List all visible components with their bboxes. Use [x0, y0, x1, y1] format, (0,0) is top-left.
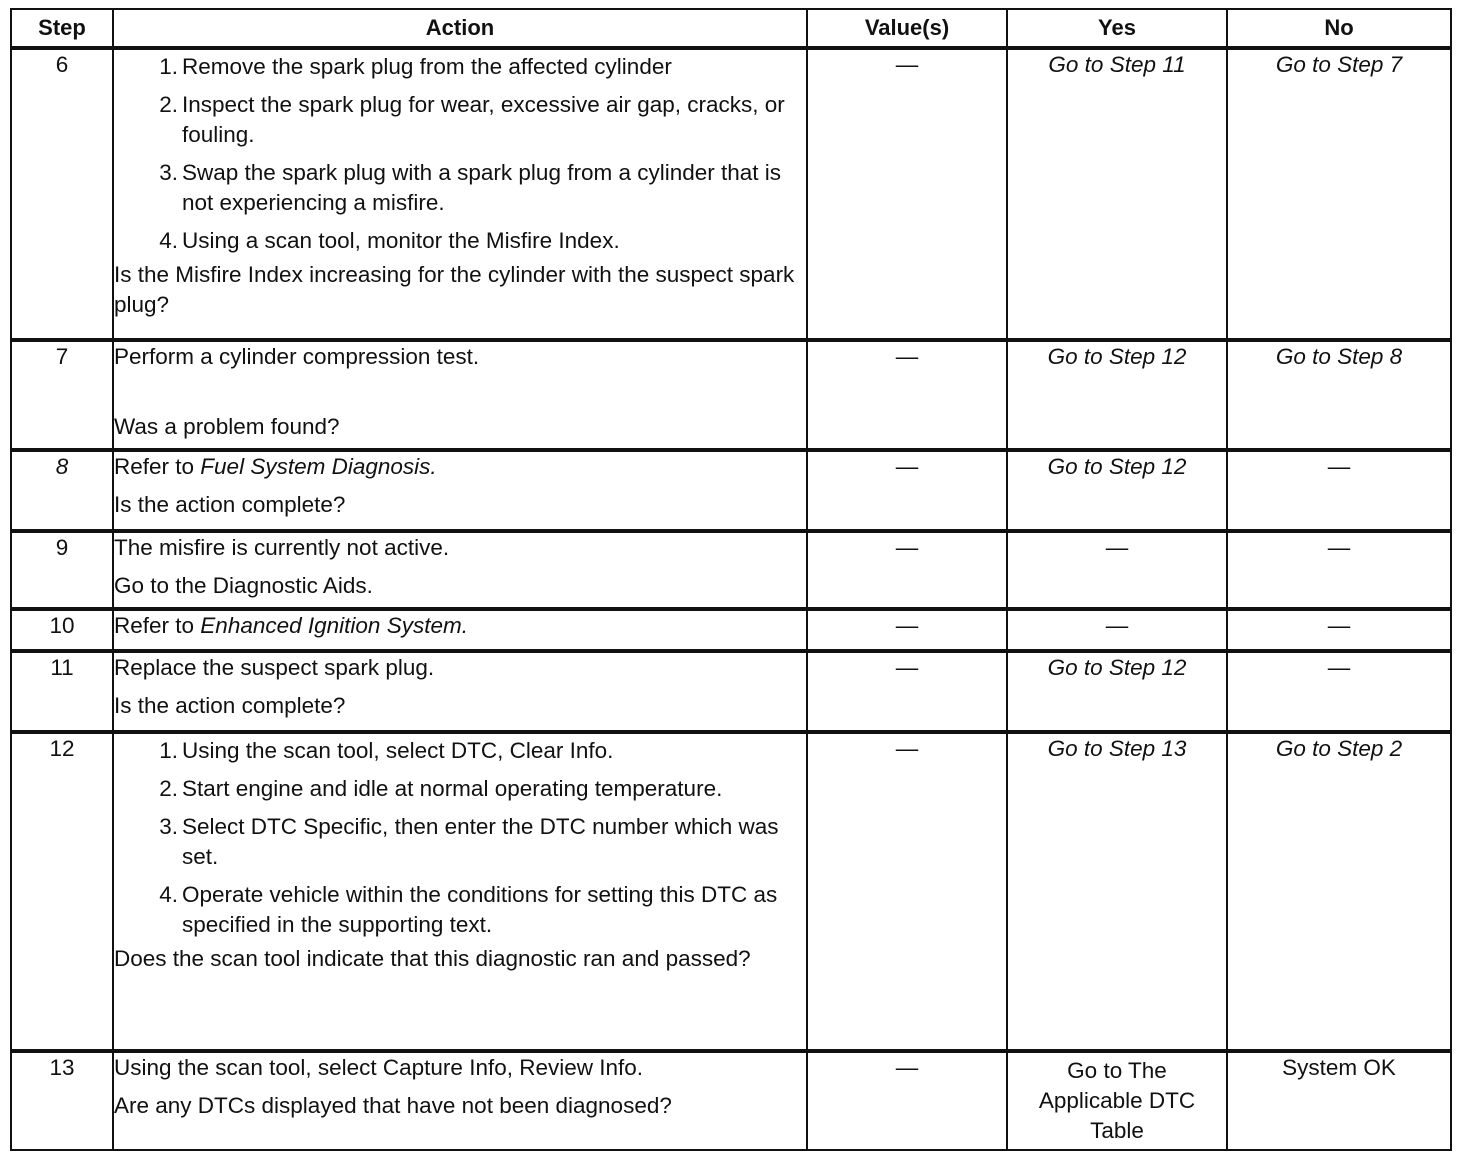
spacer [114, 482, 806, 490]
action-cell [113, 651, 807, 731]
table-row-step-6 [11, 48, 1451, 340]
diagnostic-table [10, 8, 1452, 1151]
no-cell: Go to Step 2 [1227, 732, 1451, 1052]
action-cell [113, 609, 807, 651]
action-cell [113, 1051, 807, 1150]
list-item: 1. Using the scan tool, select DTC, Clear Info. [159, 737, 614, 763]
action-question: Is the Misfire Index increasing for the cylinder with the suspect spark plug? [114, 262, 795, 317]
table-row-step-13 [11, 1051, 1451, 1150]
action-text: Refer to Fuel System Diagnosis. [114, 454, 437, 480]
header-row [11, 9, 1451, 48]
header-step: Step [11, 9, 113, 48]
value-cell [807, 651, 1007, 731]
action-question: Is the action complete? [114, 693, 346, 719]
no-dash: — [1327, 534, 1351, 560]
header-no: No [1227, 9, 1451, 48]
yes-cell: Go to Step 12 [1007, 450, 1227, 530]
reference-link[interactable]: Fuel System Diagnosis. [200, 454, 437, 480]
action-cell [113, 531, 807, 609]
step-number: 12 [11, 732, 113, 1052]
no-cell: Go to Step 8 [1227, 340, 1451, 451]
yes-cell: Go to Step 12 [1007, 340, 1227, 451]
no-cell: Go to Step 7 [1227, 48, 1451, 340]
step-number: 9 [11, 531, 113, 609]
value-cell [807, 340, 1007, 451]
action-cell [113, 450, 807, 530]
value-dash: — [895, 655, 919, 681]
list-item: 2. Start engine and idle at normal operating temperature. [159, 775, 723, 801]
value-cell [807, 48, 1007, 340]
no-cell [1227, 651, 1451, 731]
action-text: Perform a cylinder compression test. [114, 343, 480, 369]
header-yes: Yes [1007, 9, 1227, 48]
no-cell [1227, 450, 1451, 530]
table-row-step-9 [11, 531, 1451, 609]
step-number: 6 [11, 48, 113, 340]
yes-cell: Go to Step 13 [1007, 732, 1227, 1052]
no-dash: — [1327, 613, 1351, 639]
action-cell [113, 340, 807, 451]
yes-cell [1007, 609, 1227, 651]
action-question: Is the action complete? [114, 492, 346, 518]
list-item: 4. Using a scan tool, monitor the Misfire Index. [159, 228, 620, 253]
step-number: 10 [11, 609, 113, 651]
list-item: 3. Swap the spark plug with a spark plug from a cylinder that is not experiencing a misfire. [159, 160, 782, 215]
step-number: 11 [11, 651, 113, 731]
action-question: Was a problem found? [114, 413, 340, 439]
list-item: 2. Inspect the spark plug for wear, excessive air gap, cracks, or fouling. [159, 92, 785, 147]
spacer [114, 1083, 806, 1091]
action-text: Refer to Enhanced Ignition System. [114, 613, 468, 639]
table-row-step-10 [11, 609, 1451, 651]
yes-cell: Go to Step 11 [1007, 48, 1227, 340]
yes-cell: Go to Step 12 [1007, 651, 1227, 731]
no-dash: — [1327, 655, 1351, 681]
action-text: Replace the suspect spark plug. [114, 655, 435, 681]
value-cell [807, 531, 1007, 609]
value-dash: — [895, 735, 919, 761]
action-cell [113, 48, 807, 340]
no-cell: System OK [1227, 1051, 1451, 1150]
list-item: 1. Remove the spark plug from the affected cylinder [159, 54, 672, 79]
spacer [114, 372, 806, 412]
action-cell [113, 732, 807, 1052]
yes-cell [1007, 531, 1227, 609]
yes-applicable-dtc: Go to The Applicable DTC Table [1038, 1058, 1196, 1144]
action-question: Are any DTCs displayed that have not been diagnosed? [114, 1093, 672, 1119]
action-text: Using the scan tool, select Capture Info, Review Info. [114, 1055, 644, 1081]
table-row-step-8 [11, 450, 1451, 530]
spacer [114, 563, 806, 571]
value-cell [807, 609, 1007, 651]
table-row-step-11 [11, 651, 1451, 731]
value-dash: — [895, 534, 919, 560]
step-number: 7 [11, 340, 113, 451]
value-dash: — [895, 454, 919, 480]
list-item: 3. Select DTC Specific, then enter the DTC number which was set. [159, 813, 779, 869]
action-list [114, 736, 806, 940]
list-item: 4. Operate vehicle within the conditions for setting this DTC as specified in the supporting text. [159, 881, 778, 937]
diagnostic-table-sheet [10, 8, 1450, 1151]
yes-dash: — [1105, 534, 1129, 560]
action-question: Does the scan tool indicate that this diagnostic ran and passed? [114, 945, 751, 971]
table-row-step-12 [11, 732, 1451, 1052]
value-cell [807, 1051, 1007, 1150]
spacer [114, 683, 806, 691]
no-cell [1227, 609, 1451, 651]
step-number: 13 [11, 1051, 113, 1150]
value-dash: — [895, 1055, 919, 1081]
yes-cell [1007, 1051, 1227, 1150]
value-dash: — [895, 52, 919, 77]
action-text-2: Go to the Diagnostic Aids. [114, 572, 373, 598]
header-values: Value(s) [807, 9, 1007, 48]
value-dash: — [895, 343, 919, 369]
action-list [114, 52, 806, 256]
value-cell [807, 732, 1007, 1052]
header-action: Action [113, 9, 807, 48]
no-dash: — [1327, 454, 1351, 480]
step-number: 8 [11, 450, 113, 530]
action-text: The misfire is currently not active. [114, 534, 450, 560]
table-row-step-7 [11, 340, 1451, 451]
value-dash: — [895, 613, 919, 639]
reference-link[interactable]: Enhanced Ignition System. [200, 613, 468, 639]
yes-dash: — [1105, 613, 1129, 639]
value-cell [807, 450, 1007, 530]
no-cell [1227, 531, 1451, 609]
